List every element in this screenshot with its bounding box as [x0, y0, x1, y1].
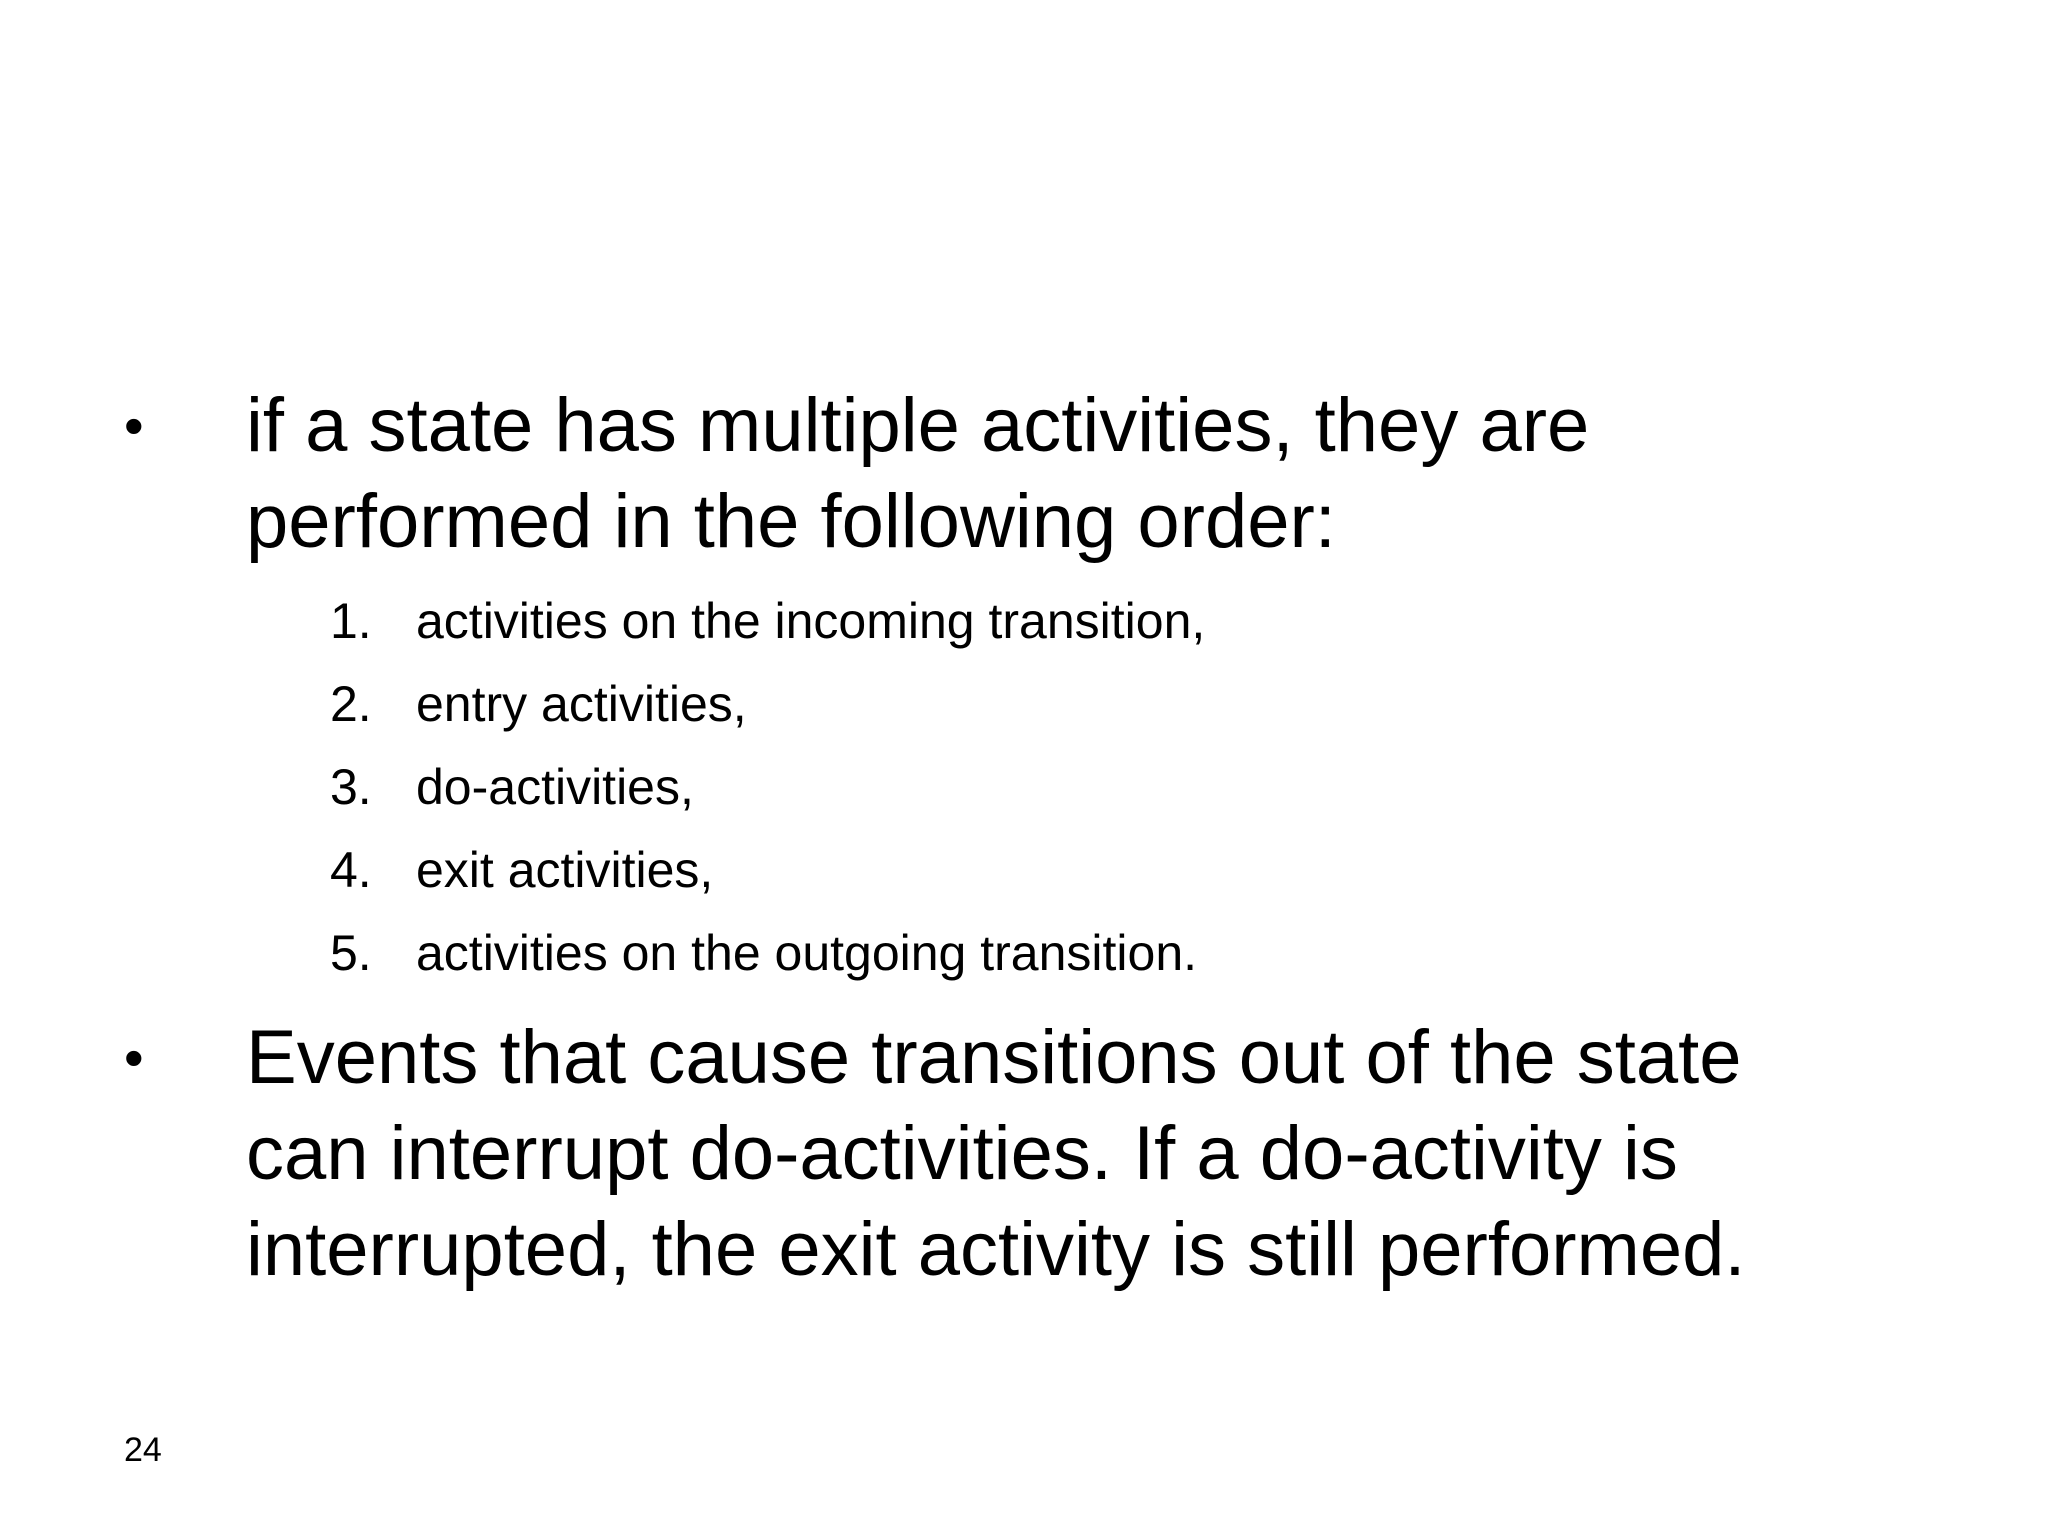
bullet-text: Events that cause transitions out of the state can interrupt do-activities. If a do-activity is interrupted, the exit activity is still performed. [246, 1015, 1746, 1292]
list-item [330, 829, 1830, 912]
list-item [330, 746, 1830, 829]
list-item-number: 3. [330, 759, 372, 815]
list-item-label: do-activities, [416, 759, 694, 815]
list-item [330, 912, 1830, 995]
page-number: 24 [124, 1431, 162, 1469]
bullet-text: if a state has multiple activities, they are performed in the following order: [246, 383, 1590, 564]
ordered-list [330, 580, 1830, 995]
list-item-label: activities on the incoming transition, [416, 593, 1206, 649]
list-item [330, 580, 1830, 663]
list-item-label: exit activities, [416, 842, 714, 898]
list-item-label: entry activities, [416, 676, 747, 732]
list-item-number: 2. [330, 676, 372, 732]
list-item [330, 663, 1830, 746]
bullet-icon: • [124, 394, 144, 457]
list-item-number: 4. [330, 842, 372, 898]
bullet-icon: • [124, 1026, 144, 1089]
list-item-number: 1. [330, 593, 372, 649]
list-item-number: 5. [330, 925, 372, 981]
list-item-label: activities on the outgoing transition. [416, 925, 1198, 981]
